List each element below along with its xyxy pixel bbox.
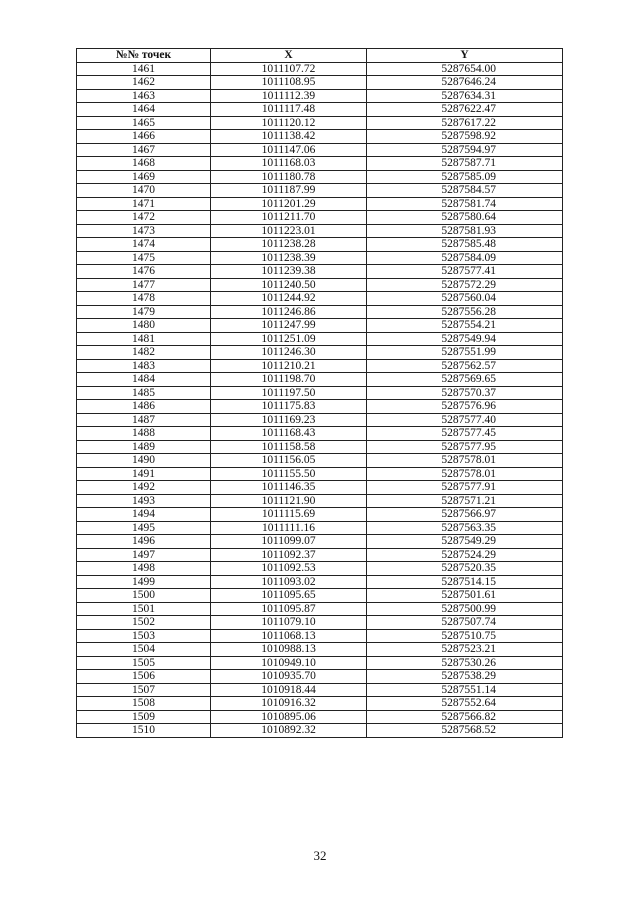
cell-point-number: 1488	[77, 427, 211, 441]
table-row	[77, 319, 563, 333]
cell-x: 1011156.05	[211, 454, 367, 468]
cell-point-number: 1496	[77, 535, 211, 549]
cell-y: 5287584.57	[367, 184, 563, 198]
cell-x: 1011201.29	[211, 197, 367, 211]
cell-point-number: 1476	[77, 265, 211, 279]
cell-x: 1011107.72	[211, 62, 367, 76]
cell-x: 1011211.70	[211, 211, 367, 225]
coordinates-sheet	[76, 48, 562, 738]
cell-point-number: 1497	[77, 548, 211, 562]
cell-x: 1011068.13	[211, 629, 367, 643]
cell-x: 1011138.42	[211, 130, 367, 144]
cell-y: 5287577.91	[367, 481, 563, 495]
cell-y: 5287598.92	[367, 130, 563, 144]
cell-x: 1011112.39	[211, 89, 367, 103]
cell-y: 5287569.65	[367, 373, 563, 387]
table-row	[77, 508, 563, 522]
header-x: X	[211, 49, 367, 63]
table-row	[77, 494, 563, 508]
cell-x: 1011095.87	[211, 602, 367, 616]
cell-x: 1011108.95	[211, 76, 367, 90]
cell-x: 1011244.92	[211, 292, 367, 306]
cell-point-number: 1506	[77, 670, 211, 684]
table-row	[77, 697, 563, 711]
table-row	[77, 643, 563, 657]
cell-y: 5287562.57	[367, 359, 563, 373]
cell-y: 5287538.29	[367, 670, 563, 684]
cell-point-number: 1494	[77, 508, 211, 522]
cell-x: 1011175.83	[211, 400, 367, 414]
table-row	[77, 656, 563, 670]
cell-point-number: 1507	[77, 683, 211, 697]
cell-x: 1011210.21	[211, 359, 367, 373]
table-row	[77, 224, 563, 238]
cell-y: 5287563.35	[367, 521, 563, 535]
cell-point-number: 1509	[77, 710, 211, 724]
cell-y: 5287520.35	[367, 562, 563, 576]
cell-y: 5287570.37	[367, 386, 563, 400]
cell-point-number: 1500	[77, 589, 211, 603]
table-header-row	[77, 49, 563, 63]
cell-y: 5287523.21	[367, 643, 563, 657]
header-point-number: №№ точек	[77, 49, 211, 63]
cell-y: 5287577.95	[367, 440, 563, 454]
cell-point-number: 1475	[77, 251, 211, 265]
table-row	[77, 116, 563, 130]
cell-y: 5287551.99	[367, 346, 563, 360]
cell-x: 1011093.02	[211, 575, 367, 589]
cell-point-number: 1466	[77, 130, 211, 144]
cell-x: 1011246.86	[211, 305, 367, 319]
table-row	[77, 454, 563, 468]
cell-y: 5287551.14	[367, 683, 563, 697]
cell-y: 5287578.01	[367, 454, 563, 468]
cell-point-number: 1464	[77, 103, 211, 117]
cell-y: 5287549.94	[367, 332, 563, 346]
coordinates-table	[76, 48, 563, 738]
table-row	[77, 251, 563, 265]
cell-y: 5287524.29	[367, 548, 563, 562]
cell-point-number: 1499	[77, 575, 211, 589]
cell-point-number: 1498	[77, 562, 211, 576]
cell-point-number: 1462	[77, 76, 211, 90]
table-row	[77, 629, 563, 643]
table-row	[77, 724, 563, 738]
cell-x: 1011155.50	[211, 467, 367, 481]
cell-x: 1011146.35	[211, 481, 367, 495]
cell-y: 5287552.64	[367, 697, 563, 711]
cell-x: 1011115.69	[211, 508, 367, 522]
cell-point-number: 1490	[77, 454, 211, 468]
cell-x: 1011121.90	[211, 494, 367, 508]
table-row	[77, 427, 563, 441]
cell-y: 5287554.21	[367, 319, 563, 333]
table-row	[77, 305, 563, 319]
header-y: Y	[367, 49, 563, 63]
table-row	[77, 521, 563, 535]
cell-x: 1011197.50	[211, 386, 367, 400]
table-row	[77, 481, 563, 495]
cell-point-number: 1483	[77, 359, 211, 373]
table-row	[77, 211, 563, 225]
cell-point-number: 1474	[77, 238, 211, 252]
cell-y: 5287584.09	[367, 251, 563, 265]
cell-y: 5287581.74	[367, 197, 563, 211]
cell-x: 1011246.30	[211, 346, 367, 360]
cell-x: 1011092.53	[211, 562, 367, 576]
table-row	[77, 386, 563, 400]
table-row	[77, 265, 563, 279]
cell-y: 5287576.96	[367, 400, 563, 414]
cell-y: 5287571.21	[367, 494, 563, 508]
cell-point-number: 1471	[77, 197, 211, 211]
cell-x: 1011187.99	[211, 184, 367, 198]
cell-point-number: 1489	[77, 440, 211, 454]
cell-x: 1011198.70	[211, 373, 367, 387]
cell-point-number: 1465	[77, 116, 211, 130]
cell-y: 5287500.99	[367, 602, 563, 616]
cell-point-number: 1479	[77, 305, 211, 319]
cell-point-number: 1470	[77, 184, 211, 198]
table-row	[77, 440, 563, 454]
cell-y: 5287556.28	[367, 305, 563, 319]
table-row	[77, 467, 563, 481]
table-row	[77, 535, 563, 549]
cell-x: 1011147.06	[211, 143, 367, 157]
cell-y: 5287587.71	[367, 157, 563, 171]
table-body	[77, 62, 563, 737]
cell-x: 1010892.32	[211, 724, 367, 738]
cell-x: 1011168.03	[211, 157, 367, 171]
cell-y: 5287566.82	[367, 710, 563, 724]
cell-y: 5287581.93	[367, 224, 563, 238]
cell-y: 5287646.24	[367, 76, 563, 90]
cell-y: 5287514.15	[367, 575, 563, 589]
cell-x: 1010988.13	[211, 643, 367, 657]
table-row	[77, 130, 563, 144]
cell-x: 1010918.44	[211, 683, 367, 697]
cell-point-number: 1508	[77, 697, 211, 711]
cell-point-number: 1467	[77, 143, 211, 157]
page-number: 32	[313, 848, 327, 863]
cell-y: 5287654.00	[367, 62, 563, 76]
cell-point-number: 1472	[77, 211, 211, 225]
cell-point-number: 1480	[77, 319, 211, 333]
table-row	[77, 562, 563, 576]
cell-x: 1010949.10	[211, 656, 367, 670]
table-row	[77, 359, 563, 373]
table-row	[77, 62, 563, 76]
cell-point-number: 1463	[77, 89, 211, 103]
cell-y: 5287501.61	[367, 589, 563, 603]
cell-point-number: 1477	[77, 278, 211, 292]
cell-x: 1011239.38	[211, 265, 367, 279]
cell-point-number: 1501	[77, 602, 211, 616]
table-row	[77, 278, 563, 292]
cell-x: 1010916.32	[211, 697, 367, 711]
cell-x: 1011180.78	[211, 170, 367, 184]
table-row	[77, 602, 563, 616]
cell-y: 5287585.48	[367, 238, 563, 252]
cell-x: 1011223.01	[211, 224, 367, 238]
cell-point-number: 1468	[77, 157, 211, 171]
cell-y: 5287578.01	[367, 467, 563, 481]
cell-y: 5287566.97	[367, 508, 563, 522]
cell-x: 1011251.09	[211, 332, 367, 346]
cell-x: 1011247.99	[211, 319, 367, 333]
table-row	[77, 589, 563, 603]
cell-point-number: 1485	[77, 386, 211, 400]
cell-point-number: 1469	[77, 170, 211, 184]
cell-point-number: 1484	[77, 373, 211, 387]
cell-y: 5287572.29	[367, 278, 563, 292]
table-row	[77, 238, 563, 252]
cell-x: 1011111.16	[211, 521, 367, 535]
cell-x: 1011240.50	[211, 278, 367, 292]
table-row	[77, 670, 563, 684]
cell-y: 5287530.26	[367, 656, 563, 670]
cell-x: 1011117.48	[211, 103, 367, 117]
cell-point-number: 1492	[77, 481, 211, 495]
cell-y: 5287580.64	[367, 211, 563, 225]
cell-x: 1011168.43	[211, 427, 367, 441]
table-row	[77, 373, 563, 387]
cell-point-number: 1495	[77, 521, 211, 535]
cell-x: 1011238.28	[211, 238, 367, 252]
cell-y: 5287634.31	[367, 89, 563, 103]
cell-point-number: 1510	[77, 724, 211, 738]
cell-y: 5287585.09	[367, 170, 563, 184]
cell-point-number: 1461	[77, 62, 211, 76]
cell-y: 5287560.04	[367, 292, 563, 306]
table-row	[77, 710, 563, 724]
cell-x: 1010935.70	[211, 670, 367, 684]
cell-point-number: 1486	[77, 400, 211, 414]
table-row	[77, 184, 563, 198]
table-row	[77, 400, 563, 414]
cell-point-number: 1503	[77, 629, 211, 643]
table-row	[77, 89, 563, 103]
cell-point-number: 1505	[77, 656, 211, 670]
table-row	[77, 616, 563, 630]
cell-x: 1011099.07	[211, 535, 367, 549]
table-row	[77, 683, 563, 697]
cell-point-number: 1504	[77, 643, 211, 657]
cell-point-number: 1493	[77, 494, 211, 508]
cell-point-number: 1487	[77, 413, 211, 427]
cell-point-number: 1482	[77, 346, 211, 360]
table-row	[77, 103, 563, 117]
cell-point-number: 1473	[77, 224, 211, 238]
cell-y: 5287577.45	[367, 427, 563, 441]
table-row	[77, 157, 563, 171]
cell-x: 1010895.06	[211, 710, 367, 724]
cell-y: 5287577.41	[367, 265, 563, 279]
cell-y: 5287577.40	[367, 413, 563, 427]
cell-point-number: 1478	[77, 292, 211, 306]
table-row	[77, 197, 563, 211]
table-row	[77, 143, 563, 157]
cell-x: 1011092.37	[211, 548, 367, 562]
cell-x: 1011158.58	[211, 440, 367, 454]
cell-x: 1011095.65	[211, 589, 367, 603]
cell-x: 1011120.12	[211, 116, 367, 130]
cell-point-number: 1481	[77, 332, 211, 346]
cell-y: 5287507.74	[367, 616, 563, 630]
cell-y: 5287568.52	[367, 724, 563, 738]
cell-point-number: 1491	[77, 467, 211, 481]
table-row	[77, 292, 563, 306]
cell-x: 1011238.39	[211, 251, 367, 265]
table-row	[77, 575, 563, 589]
cell-y: 5287594.97	[367, 143, 563, 157]
table-row	[77, 332, 563, 346]
table-row	[77, 170, 563, 184]
table-row	[77, 548, 563, 562]
cell-y: 5287510.75	[367, 629, 563, 643]
cell-y: 5287549.29	[367, 535, 563, 549]
table-row	[77, 413, 563, 427]
cell-x: 1011079.10	[211, 616, 367, 630]
table-row	[77, 346, 563, 360]
cell-y: 5287622.47	[367, 103, 563, 117]
cell-x: 1011169.23	[211, 413, 367, 427]
cell-point-number: 1502	[77, 616, 211, 630]
table-row	[77, 76, 563, 90]
cell-y: 5287617.22	[367, 116, 563, 130]
